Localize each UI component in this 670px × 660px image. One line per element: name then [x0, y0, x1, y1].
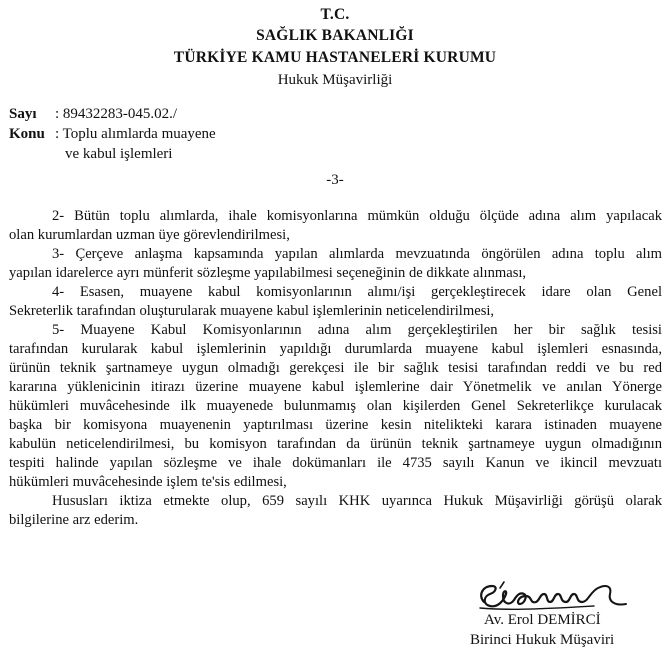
body-line: 4- Esasen, muayene kabul komisyonlarının alımı/işi gerçekleştirecek idare olan Genel [52, 284, 662, 300]
body-line: Hususları iktiza etmekte olup, 659 sayılı KHK uyarınca Hukuk Müşavirliği görüşü olarak [52, 493, 662, 509]
sayi-label: Sayı [9, 106, 37, 122]
body-line: 5- Muayene Kabul Komisyonlarının adına alım gerçekleştirilen her bir sağlık tesisi [52, 322, 662, 338]
body-line: tespiti halinde yapılan sözleşme ve ihale dokümanları ile 4735 sayılı Kanun ve ikincil mevzuatı [9, 455, 662, 471]
body-line: 3- Çerçeve anlaşma kapsamında yapılan alımlarda mevzuatında öngörülen adına toplu alım [52, 246, 662, 262]
konu-label: Konu [9, 126, 45, 142]
sayi-value: : 89432283-045.02./ [55, 106, 178, 122]
header-ministry: SAĞLIK BAKANLIĞI [256, 27, 414, 44]
signatory-title: Birinci Hukuk Müşaviri [470, 632, 615, 648]
body-line: 2- Bütün toplu alımlarda, ihale komisyonlarına mümkün olduğu ölçüde adına alım yapılacak [52, 208, 662, 224]
header-institution: TÜRKİYE KAMU HASTANELERİ KURUMU [173, 49, 497, 66]
body-line: hükümleri muvâcehesinde ilk muayenede bulunmamış olan kişilerden Genel Sekreterlikçe kurulacak [9, 398, 662, 414]
body-line: bilgilerine arz ederim. [9, 512, 139, 528]
handwritten-signature [470, 578, 635, 614]
body-line: kabulün neticelendirilmesi, bu komisyon tarafından da ürünün teknik şartnameye uygun olmadığının [9, 436, 662, 452]
body-line: tarafından kurularak kabul işlemlerinin yapıldığı durumlarda muayene kabul işlemleri esnasında, [9, 341, 662, 357]
konu-value-line1: : Toplu alımlarda muayene [55, 126, 216, 142]
body-line: başka bir komisyona muayenenin yaptırılması üzerine kesin nitelikteki karara istinaden muayene [9, 417, 662, 433]
body-line: ürünün teknik şartnameye uygun olmadığı gerekçesi ile bir sağlık tesisi tarafından reddi ve bu red [9, 360, 662, 376]
header-country: T.C. [320, 6, 350, 23]
signatory-name: Av. Erol DEMİRCİ [484, 612, 601, 628]
body-line: hükümleri muvâcehesinde işlem te'sis edilmesi, [9, 474, 287, 490]
body-line: kararına yüklenicinin itirazı üzerine muayene kabul işlemlerine dair Yönetmelik ve anılan Yönerge [9, 379, 662, 395]
body-line: Sekreterlik tarafından oluşturularak muayene kabul işlemlerinin neticelendirilmesi, [9, 303, 495, 319]
konu-value-line2: ve kabul işlemleri [65, 146, 173, 162]
header-department: Hukuk Müşavirliği [277, 72, 393, 88]
body-line: yapılan idarelerce ayrı münferit sözleşme yapılabilmesi seçeneğinin de dikkate alınması, [9, 265, 527, 281]
body-line: olan kurumlardan uzman üye görevlendirilmesi, [9, 227, 290, 243]
page-number: -3- [326, 172, 344, 188]
